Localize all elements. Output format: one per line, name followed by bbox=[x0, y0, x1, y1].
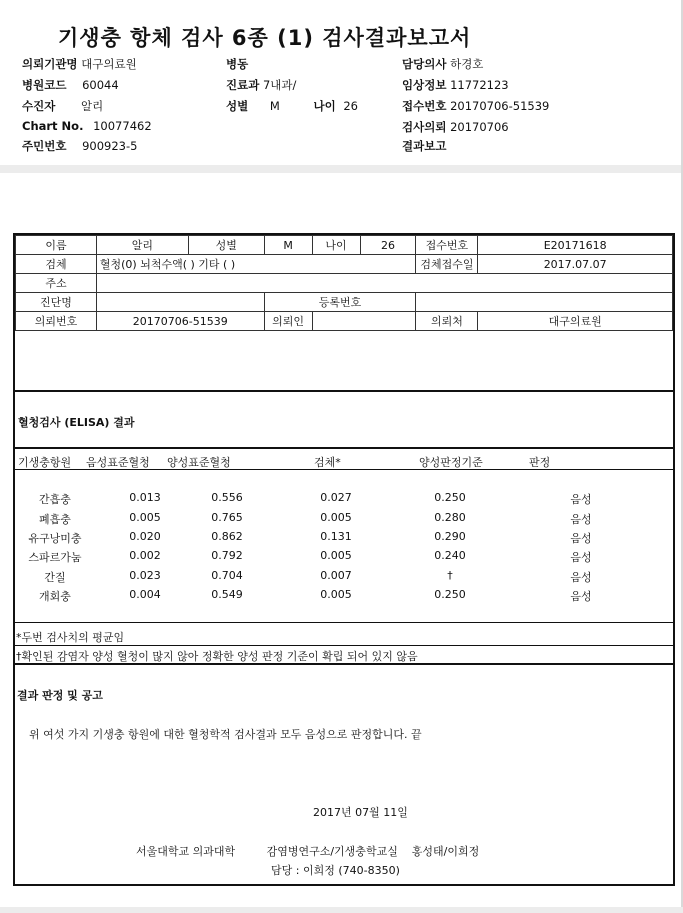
request-place-label: 의뢰처 bbox=[416, 312, 478, 331]
section-rule bbox=[15, 645, 673, 646]
sample-cell: 0.027 bbox=[320, 491, 352, 504]
cutoff-cell: 0.290 bbox=[434, 530, 466, 543]
sample-cell: 0.005 bbox=[320, 549, 352, 562]
antigen-cell: 폐흡충 bbox=[39, 513, 71, 526]
result-cell: 음성 bbox=[570, 493, 592, 506]
positive-cell: 0.792 bbox=[211, 549, 243, 562]
specimen-date-value: 2017.07.07 bbox=[478, 255, 673, 274]
registration-value bbox=[416, 293, 673, 312]
positive-cell: 0.704 bbox=[211, 569, 243, 582]
sample-cell: 0.007 bbox=[320, 569, 352, 582]
sex-value: M bbox=[264, 236, 312, 255]
address-label: 주소 bbox=[16, 274, 97, 293]
cutoff-cell: 0.280 bbox=[434, 511, 466, 524]
report-form bbox=[13, 233, 675, 886]
specimen-value: 혈청(0) 뇌척수액( ) 기타 ( ) bbox=[96, 255, 416, 274]
request-no-value: 20170706-51539 bbox=[96, 312, 264, 331]
cutoff-cell: † bbox=[447, 569, 453, 582]
patient-label: 수진자 bbox=[22, 99, 56, 113]
negative-cell: 0.013 bbox=[129, 491, 161, 504]
sex-label: 성별 bbox=[226, 99, 249, 113]
col-negative-control: 음성표준혈청 bbox=[86, 456, 150, 469]
negative-cell: 0.002 bbox=[129, 549, 161, 562]
requester-value bbox=[312, 312, 416, 331]
ward-label: 병동 bbox=[226, 57, 249, 71]
resident-no-value: 900923-5 bbox=[82, 139, 138, 153]
request-place-value: 대구의료원 bbox=[478, 312, 673, 331]
table-row bbox=[16, 255, 673, 274]
cutoff-cell: 0.250 bbox=[434, 588, 466, 601]
issuing-organization: 서울대학교 의과대학 감염병연구소/기생충학교실 홍성태/이희정 bbox=[136, 845, 480, 858]
age-label: 나이 bbox=[313, 99, 336, 113]
positive-cell: 0.765 bbox=[211, 511, 243, 524]
test-request-label: 검사의뢰 bbox=[402, 120, 447, 134]
conclusion-text: 위 여섯 가지 기생충 항원에 대한 혈청학적 검사결과 모두 음성으로 판정합니다. 끝 bbox=[29, 728, 422, 741]
age-value: 26 bbox=[360, 236, 416, 255]
page-title: 기생충 항체 검사 6종 (1) 검사결과보고서 bbox=[58, 26, 472, 50]
positive-cell: 0.556 bbox=[211, 491, 243, 504]
sample-cell: 0.131 bbox=[320, 530, 352, 543]
requester-label: 의뢰인 bbox=[264, 312, 312, 331]
physician-label: 담당의사 bbox=[402, 57, 447, 71]
cutoff-footnote: †확인된 감염자 양성 혈청이 많지 않아 정확한 양성 판정 기준이 확립 되어 있지 않음 bbox=[16, 650, 418, 663]
report-header bbox=[0, 0, 683, 165]
negative-cell: 0.023 bbox=[129, 569, 161, 582]
result-cell: 음성 bbox=[570, 551, 592, 564]
conclusion-title: 결과 판정 및 공고 bbox=[17, 689, 103, 702]
address-value bbox=[96, 274, 672, 293]
patient-value: 알리 bbox=[80, 99, 104, 113]
result-cell: 음성 bbox=[570, 513, 592, 526]
clinical-info-value: 11772123 bbox=[450, 78, 509, 92]
header-rule bbox=[15, 469, 673, 470]
hospital-code-value: 60044 bbox=[82, 78, 119, 92]
col-antigen: 기생충항원 bbox=[18, 456, 72, 469]
result-cell: 음성 bbox=[570, 532, 592, 545]
contact-info: 담당 : 이희정 (740-8350) bbox=[271, 864, 400, 877]
antigen-cell: 유구낭미충 bbox=[28, 532, 82, 545]
negative-cell: 0.004 bbox=[129, 588, 161, 601]
chart-no-value: 10077462 bbox=[93, 119, 152, 133]
cutoff-cell: 0.250 bbox=[434, 491, 466, 504]
patient-info-table bbox=[15, 235, 673, 331]
test-request-value: 20170706 bbox=[450, 120, 509, 134]
registration-label: 등록번호 bbox=[264, 293, 416, 312]
accession-label: 접수번호 bbox=[402, 99, 447, 113]
col-positive-control: 양성표준혈청 bbox=[167, 456, 231, 469]
resident-no-label: 주민번호 bbox=[22, 139, 67, 153]
page-bottom-bar bbox=[0, 907, 683, 913]
col-sample: 검체* bbox=[314, 456, 341, 469]
institution-label: 의뢰기관명 bbox=[22, 57, 78, 71]
table-row bbox=[16, 312, 673, 331]
age-value: 26 bbox=[343, 99, 358, 113]
cutoff-cell: 0.240 bbox=[434, 549, 466, 562]
department-label: 진료과 bbox=[226, 78, 260, 92]
result-report-label: 결과보고 bbox=[402, 139, 447, 153]
section-rule bbox=[15, 622, 673, 623]
average-footnote: *두번 검사치의 평균임 bbox=[16, 631, 125, 644]
antigen-cell: 간질 bbox=[44, 571, 66, 584]
sample-cell: 0.005 bbox=[320, 511, 352, 524]
report-date: 2017년 07월 11일 bbox=[313, 806, 408, 819]
physician-value: 하경호 bbox=[450, 57, 484, 71]
clinical-info-label: 임상정보 bbox=[402, 78, 447, 92]
chart-no-label: Chart No. bbox=[22, 119, 84, 133]
negative-cell: 0.020 bbox=[129, 530, 161, 543]
specimen-date-label: 검체접수일 bbox=[416, 255, 478, 274]
antigen-cell: 개회충 bbox=[39, 590, 71, 603]
positive-cell: 0.862 bbox=[211, 530, 243, 543]
antigen-cell: 간흡충 bbox=[39, 493, 71, 506]
table-row bbox=[16, 293, 673, 312]
diagnosis-value bbox=[96, 293, 264, 312]
sample-cell: 0.005 bbox=[320, 588, 352, 601]
diagnosis-label: 진단명 bbox=[16, 293, 97, 312]
sex-value: M bbox=[269, 99, 280, 113]
antigen-cell: 스파르가눔 bbox=[28, 551, 82, 564]
result-cell: 음성 bbox=[570, 571, 592, 584]
institution-value: 대구의료원 bbox=[81, 57, 137, 71]
hospital-code-label: 병원코드 bbox=[22, 78, 67, 92]
name-value: 알리 bbox=[96, 236, 188, 255]
positive-cell: 0.549 bbox=[211, 588, 243, 601]
section-rule bbox=[15, 390, 673, 392]
table-row bbox=[16, 274, 673, 293]
sex-label: 성별 bbox=[188, 236, 264, 255]
elisa-section-title: 혈청검사 (ELISA) 결과 bbox=[18, 416, 135, 429]
age-label: 나이 bbox=[312, 236, 360, 255]
section-rule bbox=[15, 447, 673, 449]
receipt-label: 접수번호 bbox=[416, 236, 478, 255]
section-rule bbox=[15, 663, 673, 665]
accession-value: 20170706-51539 bbox=[450, 99, 550, 113]
name-label: 이름 bbox=[16, 236, 97, 255]
department-value: 7내과/ bbox=[262, 78, 297, 92]
negative-cell: 0.005 bbox=[129, 511, 161, 524]
specimen-label: 검체 bbox=[16, 255, 97, 274]
request-no-label: 의뢰번호 bbox=[16, 312, 97, 331]
result-cell: 음성 bbox=[570, 590, 592, 603]
col-cutoff: 양성판정기준 bbox=[419, 456, 483, 469]
section-divider bbox=[0, 165, 683, 173]
table-row bbox=[16, 236, 673, 255]
col-result: 판정 bbox=[529, 456, 551, 469]
receipt-value: E20171618 bbox=[478, 236, 673, 255]
